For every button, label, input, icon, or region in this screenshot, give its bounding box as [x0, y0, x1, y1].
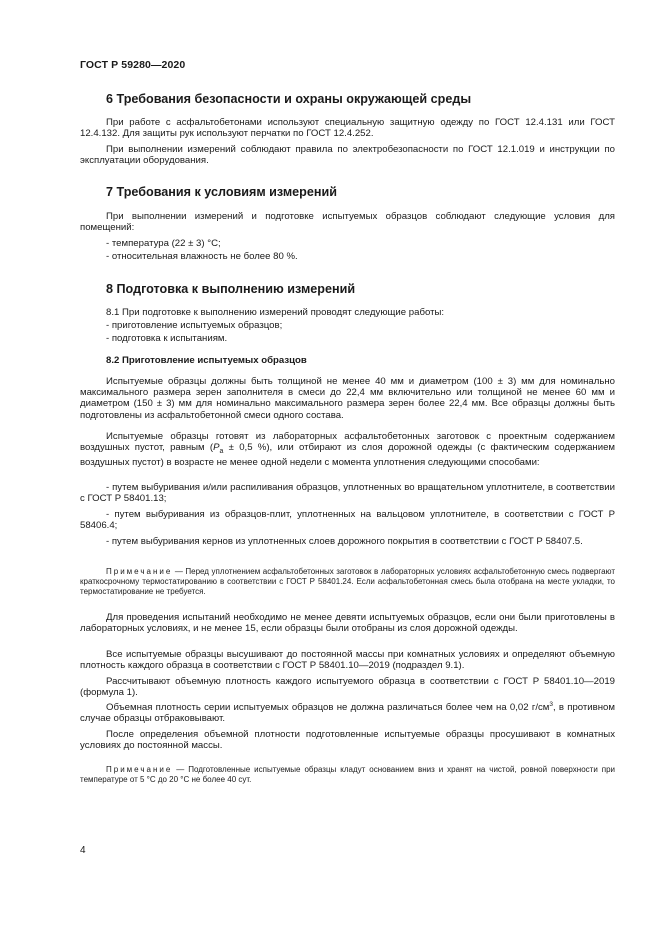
section-8-2-paragraph-4: Все испытуемые образцы высушивают до постоянной массы при комнатных условиях и определяют объемную плотность каждого образца в соответствии с ГОСТ Р 58401.10—2019 (подраздел 9.1). — [80, 649, 615, 672]
method-item-1: - путем выбуривания и/или распиливания образцов, уплотненных во вращательном уплотнителе, в соответствии с ГОСТ Р 58401.13; — [80, 482, 615, 505]
note-label: Примечание — [106, 765, 173, 774]
page-number: 4 — [80, 845, 86, 856]
section-8-title: 8 Подготовка к выполнению измерений — [106, 282, 356, 296]
subsection-8-2-title: 8.2 Приготовление испытуемых образцов — [106, 355, 307, 366]
method-item-2: - путем выбуривания из образцов-плит, уплотненных на вальцовом уплотнителе, в соответствии с ГОСТ Р 58406.4; — [80, 509, 615, 532]
section-8-list-item: - подготовка к испытаниям. — [106, 333, 228, 344]
document-header: ГОСТ Р 59280—2020 — [80, 59, 186, 71]
section-8-2-paragraph-2 — [80, 431, 615, 469]
note-1 — [80, 567, 615, 598]
section-8-2-paragraph-3: Для проведения испытаний необходимо не менее девяти испытуемых образцов, если они были приготовлены в лабораторных условиях, и не менее 15, если образцы были отобраны из слоя дорожной одежды. — [80, 612, 615, 635]
section-8-list-item: - приготовление испытуемых образцов; — [106, 320, 283, 331]
section-7-title: 7 Требования к условиям измерений — [106, 185, 337, 199]
section-6-title: 6 Требования безопасности и охраны окружающей среды — [106, 92, 472, 106]
note-2 — [80, 765, 615, 785]
section-8-1-paragraph: 8.1 При подготовке к выполнению измерений проводят следующие работы: — [106, 307, 445, 318]
text-fragment: , в противном случае образцы отбраковывают. — [80, 702, 615, 725]
note-label: Примечание — [106, 567, 173, 576]
section-6-paragraph-2: При выполнении измерений соблюдают правила по электробезопасности по ГОСТ 12.1.019 и инструкции по эксплуатации оборудования. — [80, 144, 615, 167]
section-7-paragraph-1: При выполнении измерений и подготовке испытуемых образцов соблюдают следующие условия для помещений: — [80, 211, 615, 234]
section-6-paragraph-1: При работе с асфальтобетонами используют специальную защитную одежду по ГОСТ 12.4.131 или ГОСТ 12.4.132. Для защиты рук используют перчатки по ГОСТ 12.4.252. — [80, 117, 615, 140]
unit-superscript: 3 — [549, 700, 554, 708]
section-8-2-paragraph-6 — [80, 702, 615, 724]
text-fragment: ± 0,5 %), или отбирают из слоя дорожной одежды (с фактическим содержанием воздушных пустот) в возрасте не менее одной недели с момента уплотнения следующими способами: — [80, 442, 615, 469]
section-8-2-paragraph-5: Рассчитывают объемную плотность каждого испытуемого образца в соответствии с ГОСТ Р 58401.10—2019 (формула 1). — [80, 676, 615, 699]
text-fragment: Испытуемые образцы готовят из лабораторных асфальтобетонных заготовок с проектным содержанием воздушных пустот, равным ( — [80, 431, 615, 454]
note-text: — Подготовленные испытуемые образцы кладут основанием вниз и хранят на чистой, ровной поверхности при температуре от 5 °С до 20 °С не более 40 сут. — [80, 765, 615, 785]
section-7-list-item: - относительная влажность не более 80 %. — [106, 251, 298, 262]
note-text: — Перед уплотнением асфальтобетонных заготовок в лабораторных условиях асфальтобетонную смесь подвергают краткосрочному термостатированию в соответствии с ГОСТ Р 58401.24. Если асфальтобетонная смесь была отобрана на месте укладки, то термостатирование не требуется. — [80, 567, 615, 597]
method-item-3: - путем выбуривания кернов из уплотненных слоев дорожного покрытия в соответствии с ГОСТ Р 58407.5. — [106, 536, 583, 547]
text-fragment: Объемная плотность серии испытуемых образцов не должна различаться более чем на 0,02 г/см — [106, 702, 550, 713]
section-8-2-paragraph-7: После определения объемной плотности подготовленные испытуемые образцы просушивают в комнатных условиях до постоянной массы. — [80, 729, 615, 752]
section-7-list-item: - температура (22 ± 3) °С; — [106, 238, 221, 249]
variable-subscript: a — [219, 448, 224, 456]
variable-p: P — [213, 442, 220, 454]
section-8-2-paragraph-1: Испытуемые образцы должны быть толщиной не менее 40 мм и диаметром (100 ± 3) мм для номинально максимального размера зерен заполнителя в смеси до 22,4 мм включительно или толщиной не менее 60 мм и диаметром (150 ± 3) мм для номинально максимального размера зерен более 22,4 мм. Все образцы должны быть подготовлены из асфальтобетонной смеси одного состава. — [80, 376, 615, 421]
